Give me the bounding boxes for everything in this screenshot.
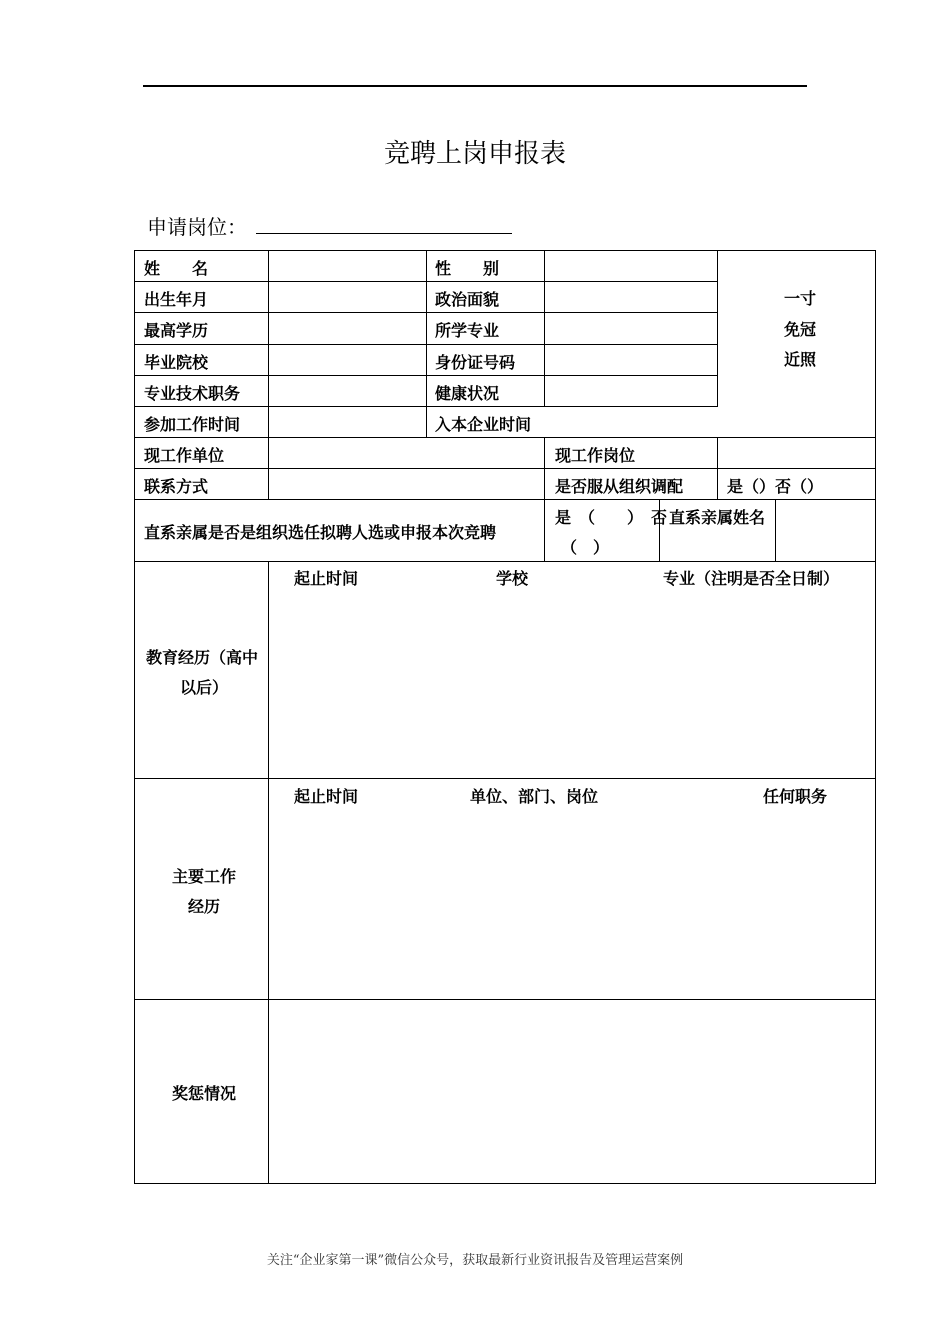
label-obey-assignment: 是否服从组织调配 <box>555 477 684 496</box>
col-line <box>268 437 269 499</box>
apply-position-field[interactable] <box>256 233 512 234</box>
work-col-position: 任何职务 <box>763 787 828 806</box>
work-history-field[interactable] <box>269 779 875 999</box>
label-tech-title: 专业技术职务 <box>144 384 241 403</box>
label-health: 健康状况 <box>435 384 500 403</box>
label-work-start: 参加工作时间 <box>144 415 241 434</box>
photo-box[interactable] <box>718 251 875 437</box>
edu-col-major: 专业（注明是否全日制） <box>663 569 840 588</box>
col-line <box>544 437 545 561</box>
label-relatives-question: 直系亲属是否是组织选任拟聘人选或申报本次竞聘 <box>144 523 497 542</box>
label-name: 姓 名 <box>144 259 209 278</box>
photo-label-line3: 近照 <box>784 350 817 369</box>
education-history-field[interactable] <box>269 562 875 778</box>
label-work-history-1: 主要工作 <box>172 867 237 886</box>
row-line <box>134 499 876 500</box>
label-school: 毕业院校 <box>144 353 209 372</box>
label-rewards: 奖惩情况 <box>172 1084 237 1103</box>
label-education: 最高学历 <box>144 321 209 340</box>
relatives-yes-no[interactable]: 是 （ ） 否 <box>555 508 668 527</box>
edu-col-school: 学校 <box>496 569 529 588</box>
col-line <box>426 250 427 437</box>
rewards-field[interactable] <box>269 1000 875 1183</box>
photo-label-line2: 免冠 <box>784 320 817 339</box>
col-line <box>717 437 718 499</box>
label-education-history-2: 以后） <box>180 678 229 697</box>
row-line <box>134 437 876 438</box>
label-current-unit: 现工作单位 <box>144 446 225 465</box>
obey-choice[interactable]: 是（）否（） <box>727 477 824 496</box>
col-line <box>775 499 776 561</box>
label-birth: 出生年月 <box>144 290 209 309</box>
label-education-history-1: 教育经历（高中 <box>146 648 259 667</box>
label-gender: 性 别 <box>435 259 500 278</box>
relatives-no-paren[interactable]: （ ） <box>561 538 610 557</box>
label-major: 所学专业 <box>435 321 500 340</box>
label-contact: 联系方式 <box>144 477 209 496</box>
label-political-status: 政治面貌 <box>435 290 500 309</box>
header-rule <box>143 85 807 87</box>
label-id-number: 身份证号码 <box>435 353 516 372</box>
label-work-history-2: 经历 <box>188 897 221 916</box>
name-field[interactable] <box>269 251 426 281</box>
photo-label-line1: 一寸 <box>784 289 817 308</box>
work-col-period: 起止时间 <box>294 787 359 806</box>
label-join-company: 入本企业时间 <box>435 415 532 434</box>
label-current-post: 现工作岗位 <box>555 446 636 465</box>
label-relatives-name: 直系亲属姓名 <box>669 508 766 527</box>
gender-field[interactable] <box>545 251 717 281</box>
apply-position-label: 申请岗位： <box>147 215 247 239</box>
page-title: 竞聘上岗申报表 <box>383 139 566 169</box>
work-col-unit: 单位、部门、岗位 <box>470 787 599 806</box>
row-line <box>134 468 876 469</box>
footer-note: 关注“企业家第一课”微信公众号，获取最新行业资讯报告及管理运营案例 <box>266 1253 684 1268</box>
edu-col-period: 起止时间 <box>294 569 359 588</box>
